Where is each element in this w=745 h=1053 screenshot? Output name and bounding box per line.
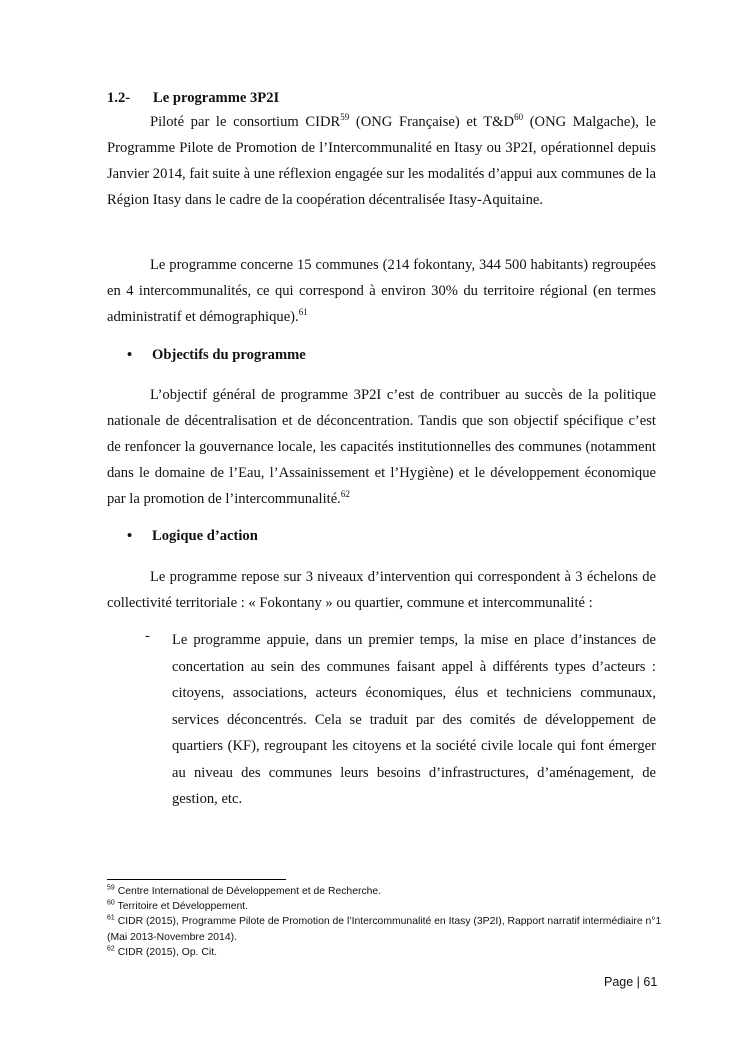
footnote-ref-62: 62 (340, 489, 350, 500)
footnote-ref-59: 59 (340, 112, 350, 123)
bullet-icon: • (127, 347, 133, 363)
section-heading (107, 90, 279, 107)
bullet-objectifs (127, 347, 306, 364)
paragraph-logique: Le programme repose sur 3 niveaux d’intervention qui correspondent à 3 échelons de collectivité territoriale : « Fokontany » ou quartier, commune et intercommunalité : (107, 569, 656, 611)
section-title: Le programme 3P2I (153, 90, 280, 106)
footnote-ref-60: 60 (514, 112, 524, 123)
footnote-61: $^{61}$ CIDR (2015), Programme Pilote de Promotion de l’Intercommunalité en Itasy (3P2I), Rapport narratif intermédiaire n°1 (Mai 2013-Novembre 2014). (107, 914, 662, 943)
list-marker: - (145, 628, 150, 644)
footnotes (107, 884, 667, 960)
list-item: Le programme appuie, dans un premier temps, la mise en place d’instances de concertation au sein des communes faisant appel à différents types d’acteurs : citoyens, associations, acteurs économiques, élus et techniciens communaux, services déconcentrés. Cela se traduit par des comités de développement de quartiers (KF), regroupant les citoyens et la société civile locale qui font émerger au niveau des communes leurs besoins d’infrastructures, d’aménagement, de gestion, etc. (172, 632, 656, 807)
footnote-60: $^{60}$ Territoire et Développement. (107, 899, 249, 913)
bullet-logique (127, 528, 258, 545)
footnote-ref-61: 61 (298, 307, 308, 318)
bullet-icon: • (127, 528, 133, 544)
footnote-59: $^{59}$ Centre International de Développement et de Recherche. (107, 884, 382, 897)
bullet-label: Logique d’action (152, 528, 258, 544)
footnote-62: $^{62}$ CIDR (2015), Op. Cit. (107, 945, 218, 958)
paragraph-objectifs: L’objectif général de programme 3P2I c’est de contribuer au succès de la politique nationale de décentralisation et de déconcentration. Tandis que son objectif spécifique c’est de renfoncer la gouvernance locale, les capacités institutionnelles des communes (notamment dans le domaine de l’Eau, l’Assainissement et l’Hygiène) et le développement économique par la promotion de l’intercommunalité.$^{62}$ (107, 387, 656, 507)
footnote-divider (107, 879, 286, 880)
bullet-label: Objectifs du programme (152, 347, 306, 363)
paragraph-scope: Le programme concerne 15 communes (214 fokontany, 344 500 habitants) regroupées en 4 intercommunalités, ce qui correspond à environ 30% du territoire régional (en termes administratif et démographique).$^{61}$ (107, 257, 656, 325)
paragraph-intro: Piloté par le consortium CIDR$^{59}$ (ONG Française) et $T\&D^{60}$ (ONG Malgache), le Programme Pilote de Promotion de l’Intercommunalité en Itasy ou 3P2I, opérationnel depuis Janvier 2014, fait suite à une réflexion engagée sur les modalités d’appui aux communes de la Région Itasy dans le cadre de la coopération décentralisée Itasy-Aquitaine. (107, 112, 656, 208)
page-number: Page | 61 (604, 975, 658, 989)
section-number: 1.2- (107, 90, 131, 106)
